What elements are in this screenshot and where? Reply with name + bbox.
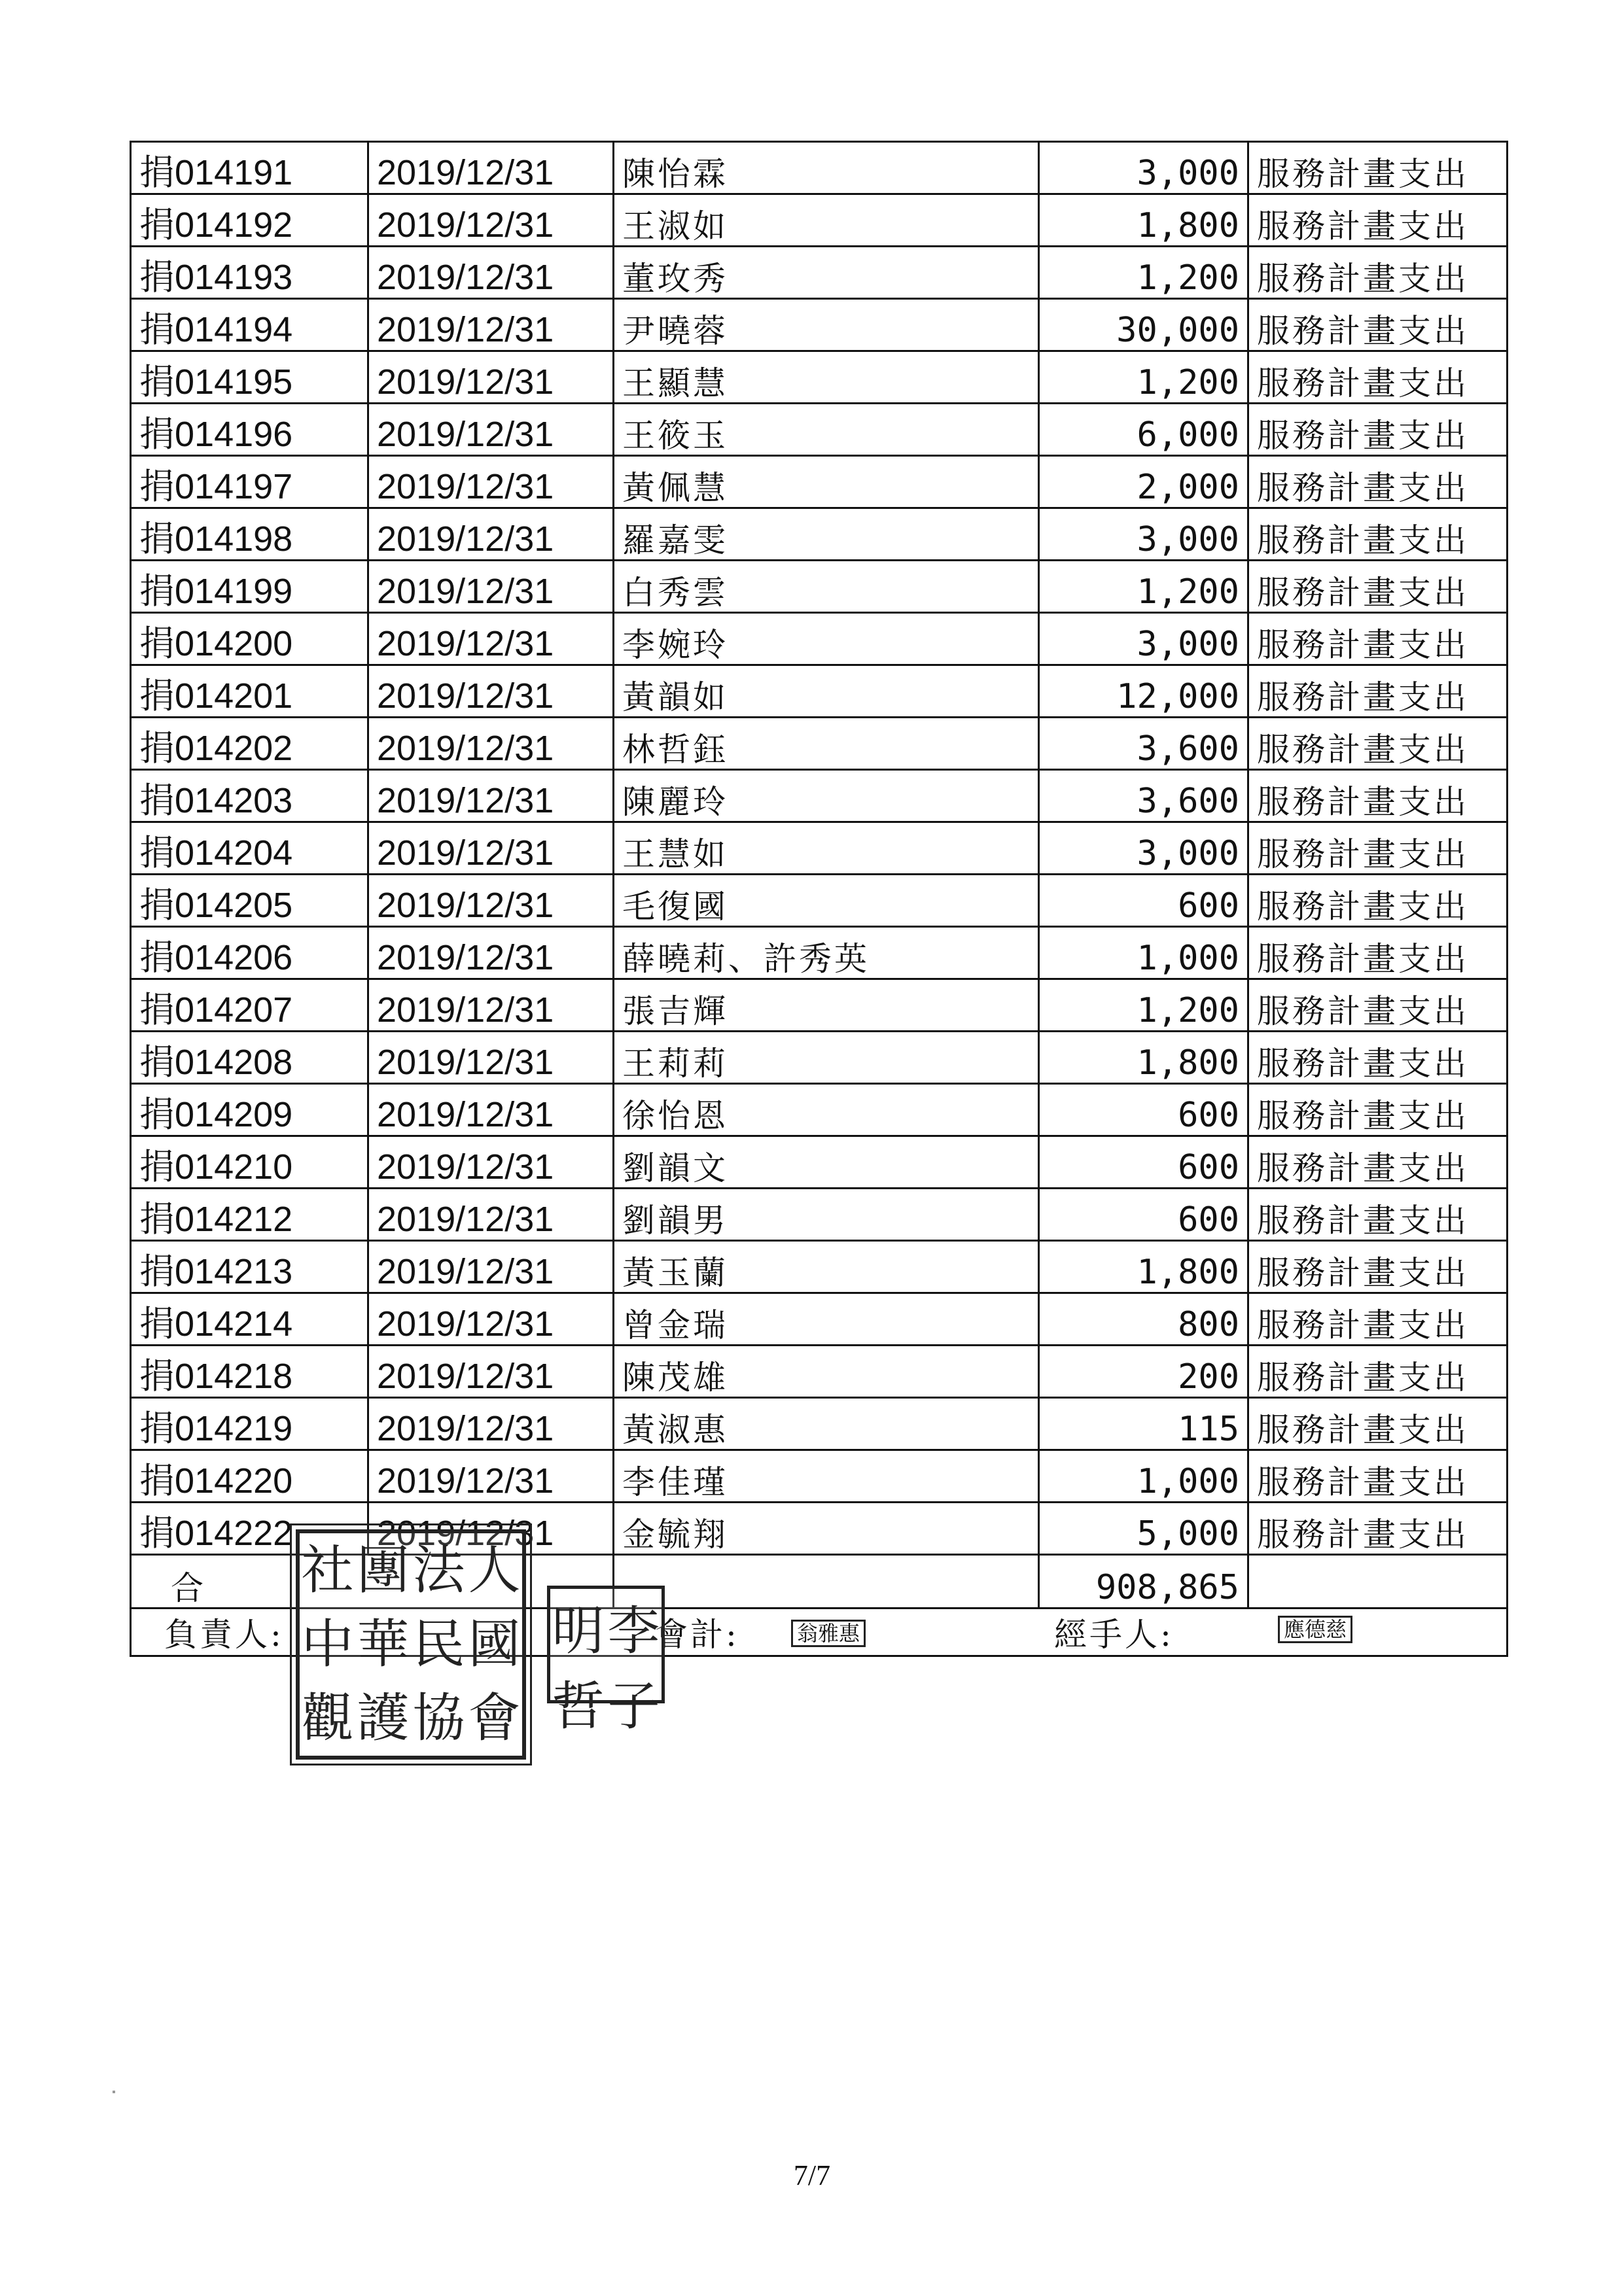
donation-amount: 1,800: [1039, 194, 1248, 247]
table-row: [131, 1084, 1508, 1136]
table-row: [131, 1346, 1508, 1398]
donation-amount: 1,200: [1039, 979, 1248, 1032]
donation-date: 2019/12/31: [368, 1032, 614, 1084]
total-empty-cell-2: [1248, 1555, 1508, 1609]
receipt-id: 捐014206: [131, 927, 368, 979]
donation-amount: 600: [1039, 1189, 1248, 1241]
table-row: [131, 508, 1508, 561]
donor-name: 王顯慧: [614, 351, 1039, 404]
donation-date: 2019/12/31: [368, 508, 614, 561]
donation-date: 2019/12/31: [368, 718, 614, 770]
donor-name: 王淑如: [614, 194, 1039, 247]
donation-purpose: 服務計畫支出: [1248, 927, 1508, 979]
receipt-id: 捐014200: [131, 613, 368, 665]
handler-stamp: 應德慈: [1278, 1616, 1352, 1643]
donation-date: 2019/12/31: [368, 247, 614, 299]
personal-seal-stamp: [547, 1586, 665, 1737]
receipt-id: 捐014193: [131, 247, 368, 299]
table-row: [131, 194, 1508, 247]
donation-purpose: 服務計畫支出: [1248, 247, 1508, 299]
donation-purpose: 服務計畫支出: [1248, 404, 1508, 456]
donation-purpose: 服務計畫支出: [1248, 718, 1508, 770]
donation-purpose: 服務計畫支出: [1248, 613, 1508, 665]
donor-name: 董玫秀: [614, 247, 1039, 299]
donation-amount: 115: [1039, 1398, 1248, 1450]
donor-name: 黃韻如: [614, 665, 1039, 718]
donor-name: 王筱玉: [614, 404, 1039, 456]
donation-date: 2019/12/31: [368, 1293, 614, 1346]
table-row: [131, 1293, 1508, 1346]
donor-name: 尹曉蓉: [614, 299, 1039, 351]
donation-amount: 800: [1039, 1293, 1248, 1346]
donation-purpose: 服務計畫支出: [1248, 351, 1508, 404]
receipt-id: 捐014198: [131, 508, 368, 561]
receipt-id: 捐014208: [131, 1032, 368, 1084]
total-empty-cell: [614, 1555, 1039, 1609]
donation-amount: 1,200: [1039, 351, 1248, 404]
donation-amount: 2,000: [1039, 456, 1248, 508]
donor-name: 張吉輝: [614, 979, 1039, 1032]
seal-char: 協: [412, 1688, 465, 1749]
donation-date: 2019/12/31: [368, 1346, 614, 1398]
table-row: [131, 875, 1508, 927]
donation-purpose: 服務計畫支出: [1248, 456, 1508, 508]
donor-name: 羅嘉雯: [614, 508, 1039, 561]
donation-purpose: 服務計畫支出: [1248, 822, 1508, 875]
donation-date: 2019/12/31: [368, 770, 614, 822]
donation-purpose: 服務計畫支出: [1248, 1241, 1508, 1293]
receipt-id: 捐014197: [131, 456, 368, 508]
receipt-id: 捐014202: [131, 718, 368, 770]
seal-char: 社: [301, 1539, 354, 1601]
receipt-id: 捐014220: [131, 1450, 368, 1503]
donation-date: 2019/12/31: [368, 1241, 614, 1293]
donation-purpose: 服務計畫支出: [1248, 1398, 1508, 1450]
table-row: [131, 822, 1508, 875]
receipt-id: 捐014212: [131, 1189, 368, 1241]
seal-char: 團: [357, 1539, 410, 1601]
organization-seal-stamp: [296, 1529, 526, 1760]
donation-amount: 1,000: [1039, 1450, 1248, 1503]
responsible-label: 負責人:: [164, 1616, 284, 1654]
donation-amount: 600: [1039, 1084, 1248, 1136]
donation-date: 2019/12/31: [368, 979, 614, 1032]
accounting-stamp: 翁雅惠: [791, 1620, 866, 1647]
receipt-id: 捐014201: [131, 665, 368, 718]
receipt-id: 捐014207: [131, 979, 368, 1032]
donation-date: 2019/12/31: [368, 142, 614, 194]
seal-char: 民: [412, 1613, 465, 1675]
seal-char: 法: [412, 1539, 465, 1601]
person-seal-char: 明: [552, 1601, 605, 1661]
donation-amount: 12,000: [1039, 665, 1248, 718]
donation-amount: 3,000: [1039, 822, 1248, 875]
table-row: [131, 718, 1508, 770]
donation-date: 2019/12/31: [368, 875, 614, 927]
donation-purpose: 服務計畫支出: [1248, 1503, 1508, 1555]
seal-char: 人: [468, 1539, 521, 1601]
donation-purpose: 服務計畫支出: [1248, 875, 1508, 927]
table-row: [131, 404, 1508, 456]
donation-purpose: 服務計畫支出: [1248, 194, 1508, 247]
table-row: [131, 1398, 1508, 1450]
receipt-id: 捐014204: [131, 822, 368, 875]
receipt-id: 捐014214: [131, 1293, 368, 1346]
donation-date: 2019/12/31: [368, 299, 614, 351]
receipt-id: 捐014218: [131, 1346, 368, 1398]
table-row: [131, 665, 1508, 718]
receipt-id: 捐014194: [131, 299, 368, 351]
receipt-id: 捐014209: [131, 1084, 368, 1136]
handler-label: 經手人:: [1054, 1616, 1174, 1654]
accounting-label: 會計:: [655, 1616, 739, 1654]
donation-date: 2019/12/31: [368, 613, 614, 665]
receipt-id: 捐014210: [131, 1136, 368, 1189]
table-row: [131, 770, 1508, 822]
receipt-id: 捐014203: [131, 770, 368, 822]
table-row: [131, 351, 1508, 404]
donation-date: 2019/12/31: [368, 1398, 614, 1450]
donation-amount: 3,600: [1039, 770, 1248, 822]
donation-purpose: 服務計畫支出: [1248, 299, 1508, 351]
receipt-id: 捐014196: [131, 404, 368, 456]
donation-date: 2019/12/31: [368, 665, 614, 718]
donation-amount: 1,000: [1039, 927, 1248, 979]
donor-name: 李佳瑾: [614, 1450, 1039, 1503]
table-row: [131, 1189, 1508, 1241]
seal-char: 會: [468, 1688, 521, 1749]
seal-char: 中: [301, 1613, 354, 1675]
table-row: [131, 247, 1508, 299]
donor-name: 陳茂雄: [614, 1346, 1039, 1398]
donation-amount: 1,800: [1039, 1032, 1248, 1084]
receipt-id: 捐014205: [131, 875, 368, 927]
donation-amount: 30,000: [1039, 299, 1248, 351]
scan-speck: [113, 2091, 115, 2093]
donation-amount: 3,600: [1039, 718, 1248, 770]
table-row: [131, 561, 1508, 613]
total-label: 合: [131, 1555, 614, 1609]
donation-purpose: 服務計畫支出: [1248, 1346, 1508, 1398]
table-row: [131, 299, 1508, 351]
donation-date: 2019/12/31: [368, 194, 614, 247]
donation-amount: 6,000: [1039, 404, 1248, 456]
donation-ledger-table: [130, 141, 1508, 1657]
donation-date: 2019/12/31: [368, 1136, 614, 1189]
donor-name: 薛曉莉、許秀英: [614, 927, 1039, 979]
donor-name: 林哲鈺: [614, 718, 1039, 770]
donor-name: 陳怡霖: [614, 142, 1039, 194]
donation-date: 2019/12/31: [368, 1084, 614, 1136]
donor-name: 金毓翔: [614, 1503, 1039, 1555]
total-amount: 908,865: [1039, 1555, 1248, 1609]
donor-name: 白秀雲: [614, 561, 1039, 613]
person-seal-char: 哲: [552, 1676, 605, 1737]
donation-purpose: 服務計畫支出: [1248, 1136, 1508, 1189]
table-row: [131, 456, 1508, 508]
donation-date: 2019/12/31: [368, 1189, 614, 1241]
donation-purpose: 服務計畫支出: [1248, 142, 1508, 194]
donor-name: 曾金瑞: [614, 1293, 1039, 1346]
table-row: [131, 613, 1508, 665]
donor-name: 黃佩慧: [614, 456, 1039, 508]
donation-date: 2019/12/31: [368, 1503, 614, 1555]
donation-amount: 3,000: [1039, 142, 1248, 194]
seal-char: 護: [357, 1688, 410, 1749]
table-row: [131, 979, 1508, 1032]
ledger-body: [131, 142, 1508, 1555]
donation-purpose: 服務計畫支出: [1248, 1084, 1508, 1136]
page-number: 7/7: [793, 2159, 831, 2191]
receipt-id: 捐014213: [131, 1241, 368, 1293]
donation-purpose: 服務計畫支出: [1248, 508, 1508, 561]
person-seal-char: 子: [607, 1676, 660, 1737]
receipt-id: 捐014192: [131, 194, 368, 247]
donor-name: 王莉莉: [614, 1032, 1039, 1084]
receipt-id: 捐014199: [131, 561, 368, 613]
donor-name: 劉韻男: [614, 1189, 1039, 1241]
donor-name: 黃淑惠: [614, 1398, 1039, 1450]
donation-purpose: 服務計畫支出: [1248, 1032, 1508, 1084]
receipt-id: 捐014222: [131, 1503, 368, 1555]
seal-char: 華: [357, 1613, 410, 1675]
donation-date: 2019/12/31: [368, 561, 614, 613]
donation-amount: 5,000: [1039, 1503, 1248, 1555]
donation-purpose: 服務計畫支出: [1248, 1293, 1508, 1346]
donation-date: 2019/12/31: [368, 404, 614, 456]
donation-amount: 600: [1039, 875, 1248, 927]
donor-name: 李婉玲: [614, 613, 1039, 665]
donation-purpose: 服務計畫支出: [1248, 665, 1508, 718]
receipt-id: 捐014219: [131, 1398, 368, 1450]
table-row: [131, 142, 1508, 194]
donation-purpose: 服務計畫支出: [1248, 561, 1508, 613]
person-seal-char: 李: [607, 1601, 660, 1661]
donation-amount: 3,000: [1039, 613, 1248, 665]
donation-amount: 1,200: [1039, 561, 1248, 613]
seal-char: 國: [468, 1613, 521, 1675]
donation-amount: 1,200: [1039, 247, 1248, 299]
donor-name: 毛復國: [614, 875, 1039, 927]
table-row: [131, 1241, 1508, 1293]
donation-date: 2019/12/31: [368, 351, 614, 404]
table-row: [131, 927, 1508, 979]
donation-date: 2019/12/31: [368, 822, 614, 875]
donation-purpose: 服務計畫支出: [1248, 979, 1508, 1032]
donor-name: 王慧如: [614, 822, 1039, 875]
donation-date: 2019/12/31: [368, 927, 614, 979]
donor-name: 劉韻文: [614, 1136, 1039, 1189]
donor-name: 徐怡恩: [614, 1084, 1039, 1136]
donation-amount: 1,800: [1039, 1241, 1248, 1293]
donor-name: 陳麗玲: [614, 770, 1039, 822]
seal-char: 觀: [301, 1688, 354, 1749]
donation-amount: 3,000: [1039, 508, 1248, 561]
table-row: [131, 1032, 1508, 1084]
donor-name: 黃玉蘭: [614, 1241, 1039, 1293]
donation-purpose: 服務計畫支出: [1248, 1189, 1508, 1241]
donation-amount: 200: [1039, 1346, 1248, 1398]
table-row: [131, 1136, 1508, 1189]
donation-date: 2019/12/31: [368, 1450, 614, 1503]
donation-date: 2019/12/31: [368, 456, 614, 508]
donation-amount: 600: [1039, 1136, 1248, 1189]
donation-purpose: 服務計畫支出: [1248, 770, 1508, 822]
receipt-id: 捐014191: [131, 142, 368, 194]
donation-purpose: 服務計畫支出: [1248, 1450, 1508, 1503]
table-row: [131, 1450, 1508, 1503]
receipt-id: 捐014195: [131, 351, 368, 404]
